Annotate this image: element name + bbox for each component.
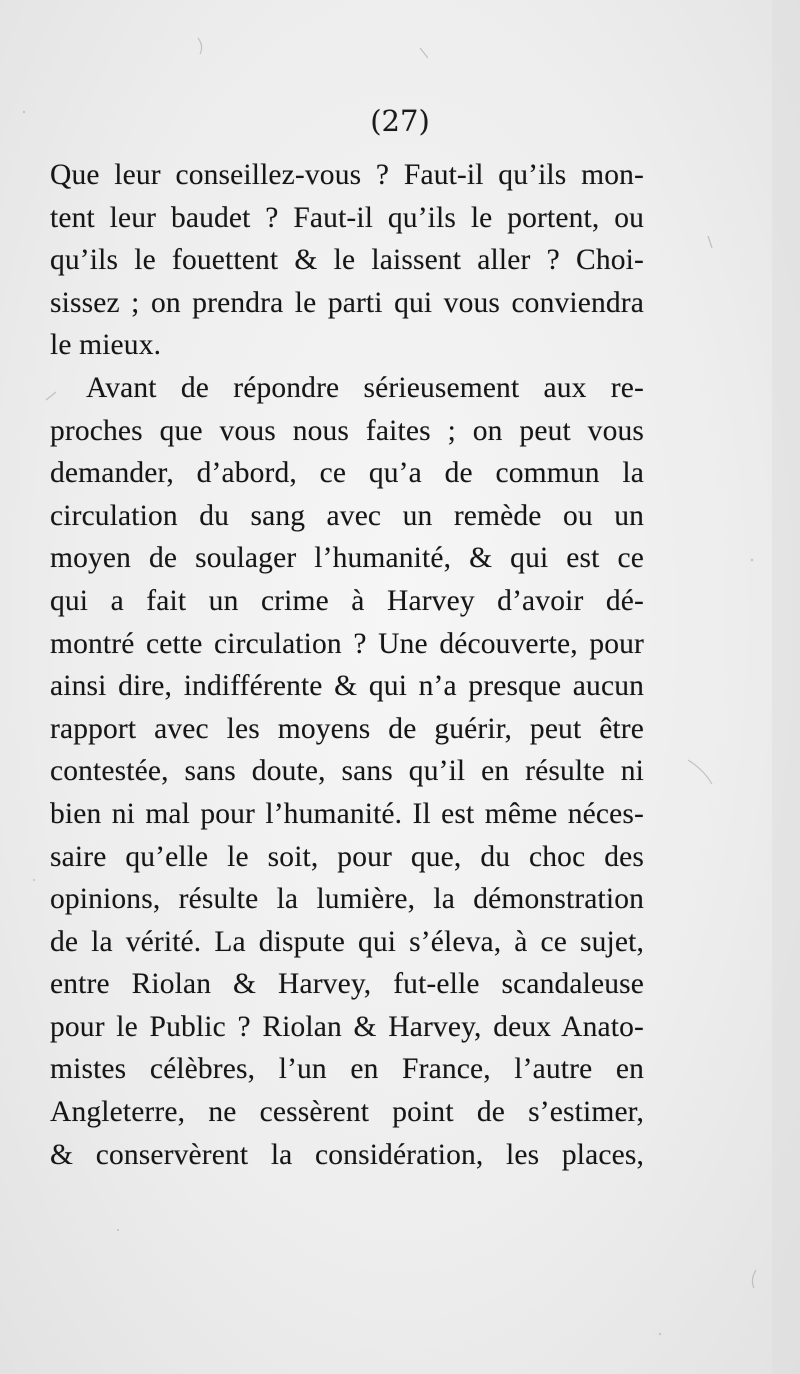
- text-line: bien ni mal pour l’humanité. Il est même néces-: [50, 797, 644, 830]
- text-line: de la vérité. La dispute qui s’éleva, à ce sujet,: [50, 925, 644, 958]
- text-line: Que leur conseillez-vous ? Faut-il qu’ils mon-: [50, 159, 644, 191]
- body-text: [50, 154, 644, 1176]
- text-line: montré cette circulation ? Une découverte, pour: [50, 627, 644, 660]
- text-line: tent leur baudet ? Faut-il qu’ils le portent, ou: [50, 201, 644, 234]
- text-line: circulation du sang avec un remède ou un: [50, 499, 644, 532]
- text-line: qu’ils le fouettent & le laissent aller ? Choi-: [50, 244, 644, 277]
- text-line: Angleterre, ne cessèrent point de s’estimer,: [50, 1096, 644, 1129]
- text-line: contestée, sans doute, sans qu’il en résulte ni: [50, 755, 644, 788]
- page-number: (27): [370, 104, 430, 138]
- text-line: opinions, résulte la lumière, la démonstration: [50, 883, 644, 916]
- text-line: Avant de répondre sérieusement aux re-: [86, 371, 644, 404]
- text-line: qui a fait un crime à Harvey d’avoir dé-: [50, 584, 644, 617]
- text-line: ainsi dire, indifférente & qui n’a presque aucun: [50, 670, 644, 703]
- text-line: sissez ; on prendra le parti qui vous conviendra: [50, 286, 644, 319]
- text-line: saire qu’elle le soit, pour que, du choc des: [50, 840, 644, 873]
- text-line: proches que vous nous faites ; on peut vous: [50, 414, 644, 447]
- text-line: entre Riolan & Harvey, fut-elle scandaleuse: [50, 968, 644, 1001]
- text-line: mistes célèbres, l’un en France, l’autre en: [50, 1053, 644, 1086]
- text-line: & conservèrent la considération, les places,: [50, 1138, 644, 1171]
- text-line: demander, d’abord, ce qu’a de commun la: [50, 457, 644, 490]
- text-line: moyen de soulager l’humanité, & qui est ce: [50, 542, 644, 575]
- text-line: le mieux.: [50, 329, 162, 362]
- text-line: pour le Public ? Riolan & Harvey, deux Anato-: [50, 1010, 644, 1043]
- text-line: rapport avec les moyens de guérir, peut être: [50, 712, 644, 745]
